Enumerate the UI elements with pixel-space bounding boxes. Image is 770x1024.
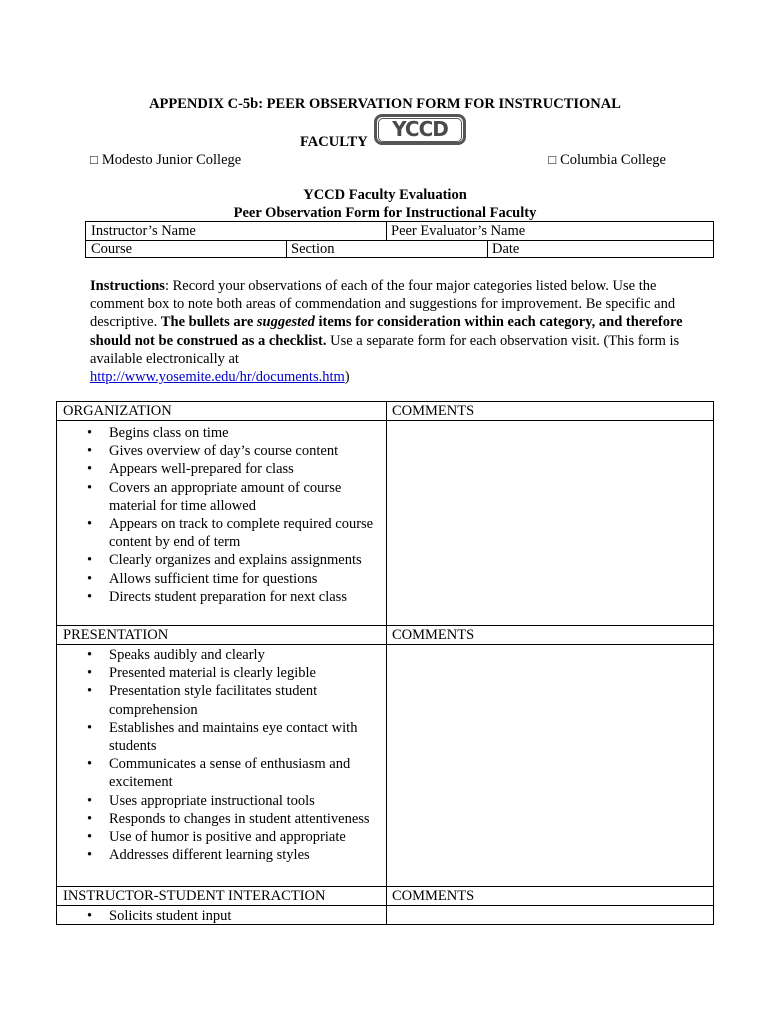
list-item: • Directs student preparation for next class xyxy=(109,588,384,606)
documents-link[interactable]: http://www.yosemite.edu/hr/documents.htm xyxy=(90,369,345,386)
list-item: • Communicates a sense of enthusiasm and excitement xyxy=(109,755,384,791)
list-item: • Use of humor is positive and appropriate xyxy=(109,828,384,846)
list-item: • Establishes and maintains eye contact with students xyxy=(109,719,384,755)
info-table xyxy=(85,221,714,258)
column-divider xyxy=(386,402,387,625)
peer-evaluator-name-field[interactable]: Peer Evaluator’s Name xyxy=(391,223,526,239)
organization-list xyxy=(109,424,384,606)
instructions-bold-1: The bullets are xyxy=(160,314,257,331)
list-item: • Gives overview of day’s course content xyxy=(109,442,384,460)
list-item: • Responds to changes in student attentiveness xyxy=(109,810,384,828)
column-divider xyxy=(386,887,387,924)
interaction-header-row xyxy=(57,887,713,906)
interaction-title: INSTRUCTOR-STUDENT INTERACTION xyxy=(63,888,326,904)
instructions-bold-italic: suggested xyxy=(256,314,315,331)
instructions-text-3: ) xyxy=(344,369,350,386)
organization-title: ORGANIZATION xyxy=(63,403,172,419)
instructions-label: Instructions xyxy=(90,278,165,294)
interaction-section xyxy=(56,887,714,925)
evaluation-title: YCCD Faculty Evaluation xyxy=(303,187,467,203)
college-option-columbia[interactable] xyxy=(548,151,666,169)
faculty-heading: FACULTY xyxy=(300,134,368,150)
list-item: • Speaks audibly and clearly xyxy=(109,646,384,664)
list-item: • Covers an appropriate amount of course material for time allowed xyxy=(109,479,384,515)
instructions-text-2: Use a separate form for each observation visit. (This form is available electronically at xyxy=(90,332,680,367)
organization-section xyxy=(56,401,714,626)
section-field[interactable]: Section xyxy=(291,241,335,257)
interaction-comments-label: COMMENTS xyxy=(392,888,475,904)
organization-comments-label: COMMENTS xyxy=(392,403,475,419)
list-item: • Presentation style facilitates student comprehension xyxy=(109,682,384,718)
checkbox-icon[interactable]: □ xyxy=(90,152,98,167)
course-field[interactable]: Course xyxy=(91,241,133,257)
date-field[interactable]: Date xyxy=(492,241,520,257)
college-label-columbia: Columbia College xyxy=(560,152,666,168)
presentation-list xyxy=(109,646,384,864)
appendix-title: APPENDIX C-5b: PEER OBSERVATION FORM FOR INSTRUCTIONAL xyxy=(149,96,621,112)
form-title: Peer Observation Form for Instructional Faculty xyxy=(233,205,537,221)
college-label-modesto: Modesto Junior College xyxy=(101,152,242,168)
list-item: • Solicits student input xyxy=(109,907,384,925)
instructor-name-field[interactable]: Instructor’s Name xyxy=(91,223,196,239)
list-item: • Addresses different learning styles xyxy=(109,846,384,864)
instructions-paragraph xyxy=(90,277,690,386)
info-row-course xyxy=(86,240,713,258)
list-item: • Clearly organizes and explains assignments xyxy=(109,551,384,569)
presentation-header-row xyxy=(57,626,713,645)
interaction-list xyxy=(109,907,384,925)
college-option-modesto[interactable] xyxy=(90,151,241,169)
presentation-title: PRESENTATION xyxy=(63,627,169,643)
presentation-section xyxy=(56,626,714,887)
instructions-text-1: : Record your observations of each of the four major categories listed below. Use the comment box to note both areas of commendation and suggestions for improvement. Be specific and descriptive. xyxy=(90,278,676,331)
instructions-bold-2: items for consideration within each category, and therefore should not be construed as a checklist. xyxy=(90,314,683,349)
list-item: • Presented material is clearly legible xyxy=(109,664,384,682)
list-item: • Appears well-prepared for class xyxy=(109,460,384,478)
info-row-names xyxy=(86,222,713,241)
organization-header-row xyxy=(57,402,713,421)
checkbox-icon[interactable]: □ xyxy=(548,152,557,167)
yccd-logo xyxy=(374,114,466,145)
presentation-comments-label: COMMENTS xyxy=(392,627,475,643)
yccd-logo-text: YCCD xyxy=(378,118,462,142)
list-item: • Allows sufficient time for questions xyxy=(109,570,384,588)
list-item: • Begins class on time xyxy=(109,424,384,442)
column-divider xyxy=(386,626,387,886)
list-item: • Appears on track to complete required course content by end of term xyxy=(109,515,384,551)
list-item: • Uses appropriate instructional tools xyxy=(109,792,384,810)
